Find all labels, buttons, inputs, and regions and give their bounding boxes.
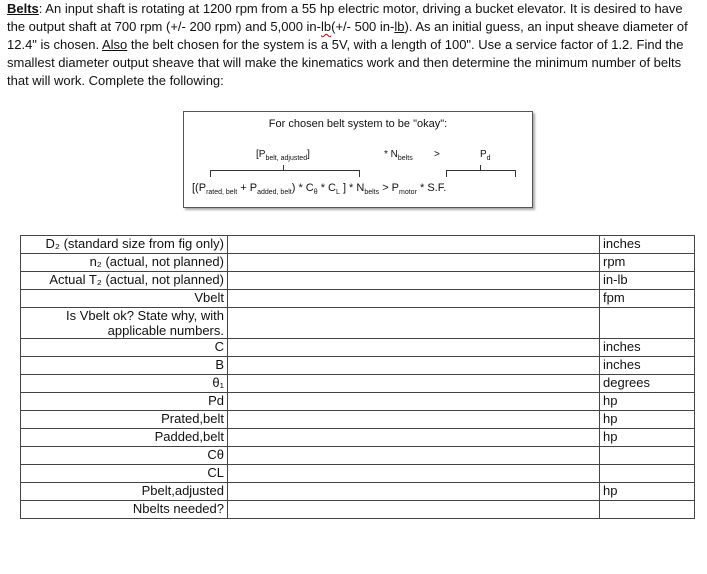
bracket-right xyxy=(446,170,516,177)
bracket-left xyxy=(210,170,360,177)
pd-term: $P_d$ xyxy=(480,149,491,162)
unit-cell: inches xyxy=(600,357,695,375)
table-row xyxy=(21,375,695,393)
row-label: D₂ (standard size from fig only) xyxy=(21,236,228,254)
answer-cell[interactable] xyxy=(228,483,600,501)
bracket-left-tick xyxy=(283,165,284,170)
row-label: Padded,belt xyxy=(21,429,228,447)
table-row xyxy=(21,357,695,375)
row-label: CL xyxy=(21,465,228,483)
n-belts-term: * $N_{belts}$ xyxy=(384,149,413,162)
table-row xyxy=(21,254,695,272)
row-label: C xyxy=(21,339,228,357)
table-row xyxy=(21,501,695,519)
answer-cell[interactable] xyxy=(228,411,600,429)
row-label: B xyxy=(21,357,228,375)
problem-statement xyxy=(7,0,704,90)
unit-cell xyxy=(600,465,695,483)
belt-criterion-box xyxy=(183,111,533,208)
unit-cell: hp xyxy=(600,411,695,429)
answer-cell[interactable] xyxy=(228,501,600,519)
criterion-title: For chosen belt system to be "okay": xyxy=(268,118,448,130)
table-row xyxy=(21,393,695,411)
unit-cell: degrees xyxy=(600,375,695,393)
table-row xyxy=(21,411,695,429)
unit-cell: rpm xyxy=(600,254,695,272)
p-belt-adjusted-term: $[P_{belt, adjusted}]$ xyxy=(256,149,310,162)
unit-cell: in-lb xyxy=(600,272,695,290)
answer-cell[interactable] xyxy=(228,375,600,393)
criterion-formula: [$(P_{rated, belt} + P_{added, belt}) * C_\theta * C_L$ ] * $N_{belts} > P_{motor} * S.F$. xyxy=(192,182,447,197)
problem-text-2: (+/- 500 in- xyxy=(331,19,395,34)
answer-cell[interactable] xyxy=(228,339,600,357)
unit-lb-2: lb xyxy=(394,19,405,34)
unit-cell: fpm xyxy=(600,290,695,308)
unit-cell: hp xyxy=(600,483,695,501)
answer-cell[interactable] xyxy=(228,236,600,254)
table-row xyxy=(21,447,695,465)
answer-cell[interactable] xyxy=(228,290,600,308)
problem-text-4: the belt chosen for the system is a 5V, with a length of 100". Use a service factor of 1.2. Find the smallest diameter output sheave that will make the kinematics work and then determine the minimum number of belts that will work. Complete the following: xyxy=(7,37,684,88)
row-label: Actual T₂ (actual, not planned) xyxy=(21,272,228,290)
row-label: Prated,belt xyxy=(21,411,228,429)
unit-cell xyxy=(600,447,695,465)
answer-cell[interactable] xyxy=(228,465,600,483)
answer-cell[interactable] xyxy=(228,357,600,375)
unit-cell: hp xyxy=(600,393,695,411)
table-row xyxy=(21,429,695,447)
row-label: Pbelt,adjusted xyxy=(21,483,228,501)
row-label: θ₁ xyxy=(21,375,228,393)
row-label: n₂ (actual, not planned) xyxy=(21,254,228,272)
row-label: Vbelt xyxy=(21,290,228,308)
table-row xyxy=(21,290,695,308)
row-label: Nbelts needed? xyxy=(21,501,228,519)
table-row xyxy=(21,308,695,339)
problem-label: Belts xyxy=(7,1,39,16)
also-word: Also xyxy=(101,37,128,52)
answer-cell[interactable] xyxy=(228,254,600,272)
answer-cell[interactable] xyxy=(228,308,600,339)
answer-cell[interactable] xyxy=(228,447,600,465)
unit-cell xyxy=(600,308,695,339)
unit-cell: inches xyxy=(600,339,695,357)
answer-cell[interactable] xyxy=(228,429,600,447)
unit-lb-1: lb xyxy=(321,19,332,34)
row-label: Pd xyxy=(21,393,228,411)
problem-text-1: : An input shaft is rotating at 1200 rpm from a 55 hp electric motor, driving a bucket elevator. It is desired to have the output shaft at 700 rpm (+/- 200 rpm) and 5,000 in- xyxy=(7,1,683,34)
table-row xyxy=(21,339,695,357)
row-label: Cθ xyxy=(21,447,228,465)
answer-cell[interactable] xyxy=(228,393,600,411)
gt-sign: > xyxy=(434,149,440,160)
problem-text-3: ). As an initial guess, an input sheave diameter of 12.4" is chosen. xyxy=(7,19,688,52)
table-row xyxy=(21,272,695,290)
unit-cell: inches xyxy=(600,236,695,254)
answer-table xyxy=(20,235,695,519)
table-row xyxy=(21,465,695,483)
unit-cell xyxy=(600,501,695,519)
table-row xyxy=(21,236,695,254)
answer-cell[interactable] xyxy=(228,272,600,290)
unit-cell: hp xyxy=(600,429,695,447)
question-label: Is Vbelt ok? State why, with applicable numbers. xyxy=(21,308,228,339)
table-row xyxy=(21,483,695,501)
bracket-right-tick xyxy=(480,165,481,170)
